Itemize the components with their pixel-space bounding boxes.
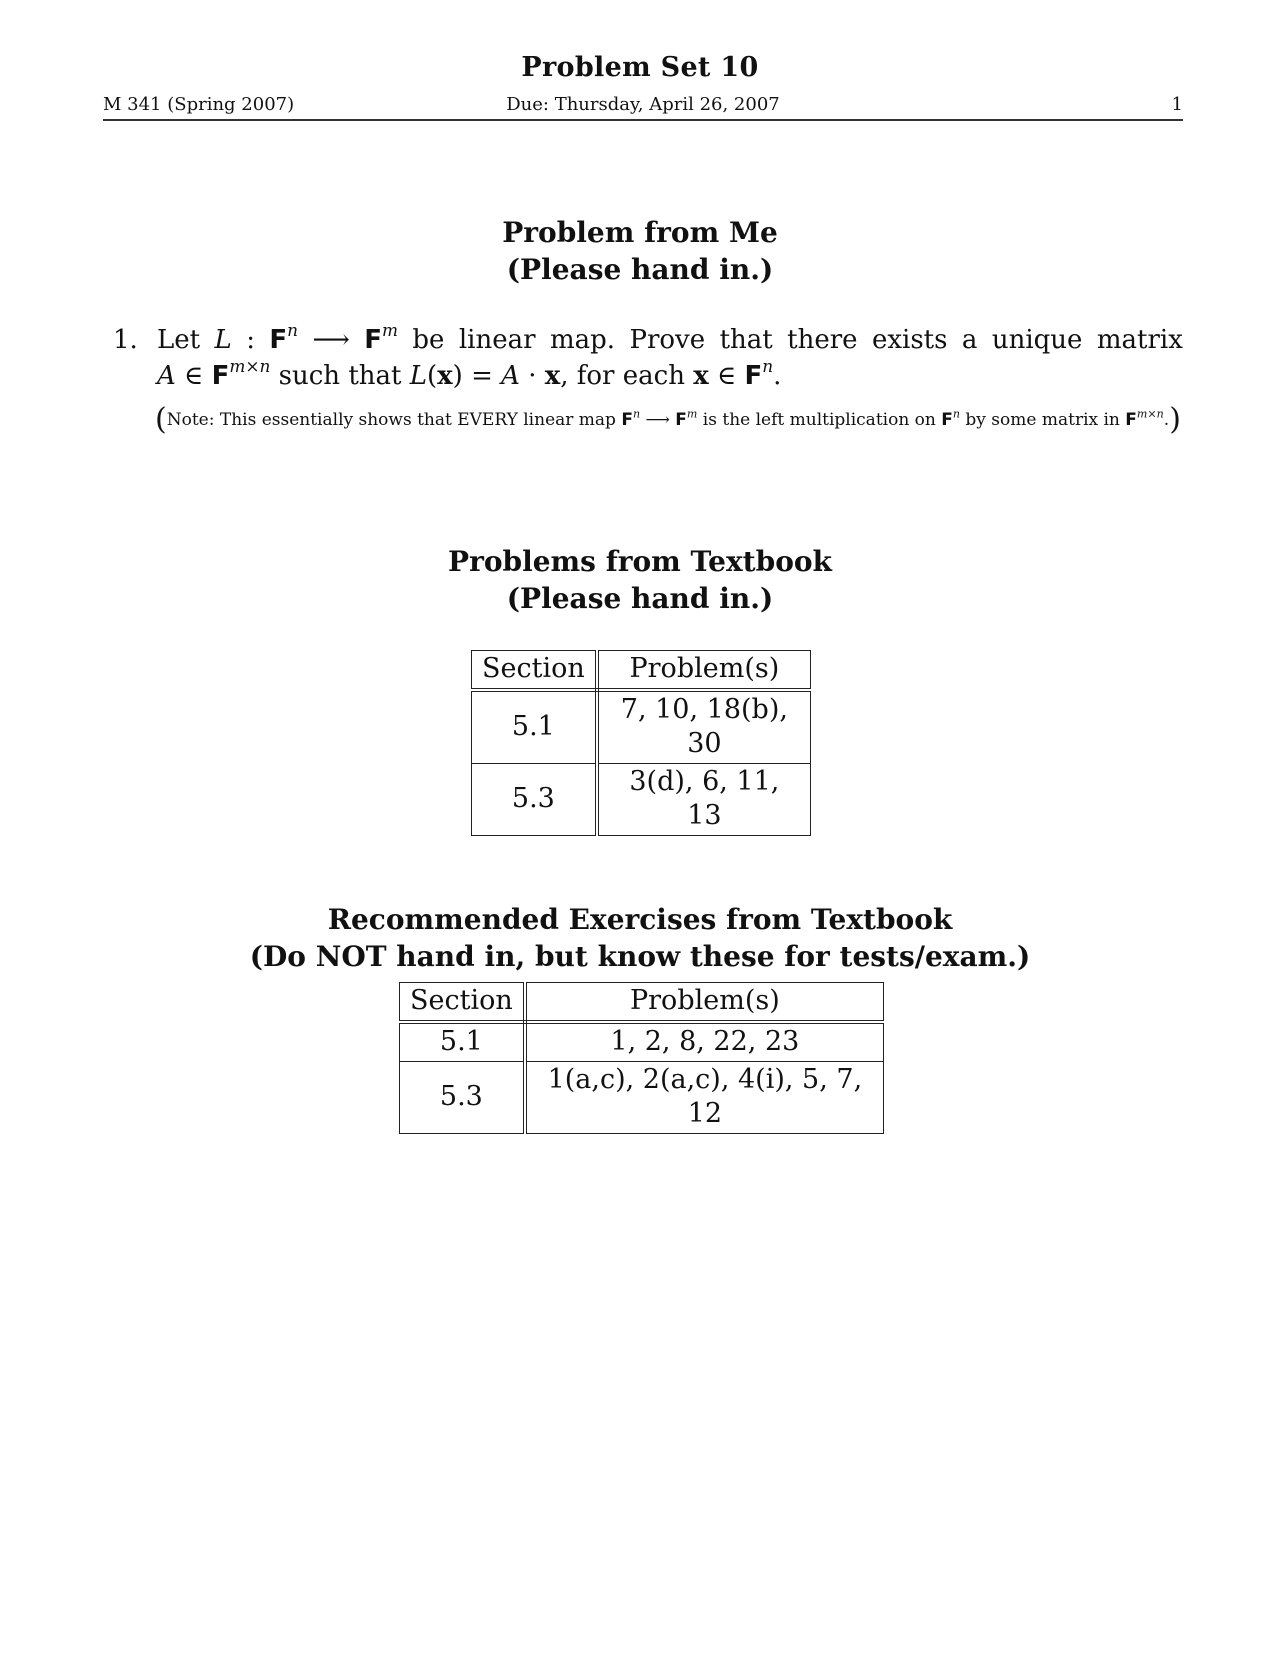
- table-cell-problems: 7, 10, 18(b), 30: [597, 690, 811, 764]
- due-date: Due: Thursday, April 26, 2007: [506, 94, 780, 115]
- section-me-subheading: (Please hand in.): [506, 253, 774, 286]
- table-header-problems: Problem(s): [597, 651, 811, 691]
- course-label: M 341 (Spring 2007): [103, 94, 295, 115]
- page-title: Problem Set 10: [521, 52, 759, 83]
- section-recommended-subheading: (Do NOT hand in, but know these for tests/exam.): [249, 940, 1031, 973]
- problem-note: (Note: This essentially shows that EVERY linear map $F^n$ ⟶ $F^m$ is the left multiplication on $F^n$ by some matrix in $F^{m\times n}$.): [155, 402, 1181, 437]
- problem-line-2: A ∈ $F^{m\times n}$ such that L(x) = A · x, for each x ∈ $F^n$.: [157, 356, 782, 391]
- section-me-heading: Problem from Me: [502, 216, 778, 249]
- recommended-exercises-table: [399, 982, 884, 1134]
- table-cell-problems: 1, 2, 8, 22, 23: [525, 1022, 884, 1062]
- table-row: [400, 1062, 884, 1134]
- section-textbook-heading: Problems from Textbook: [448, 545, 832, 578]
- table-header-row: [400, 983, 884, 1023]
- running-header: [103, 94, 1183, 118]
- problem-number: 1.: [113, 325, 138, 355]
- header-rule: [103, 119, 1183, 121]
- table-cell-section: 5.3: [400, 1062, 525, 1134]
- table-header-problems: Problem(s): [525, 983, 884, 1023]
- table-cell-section: 5.1: [472, 690, 597, 764]
- table-row: [472, 690, 811, 764]
- page-number: 1: [1171, 94, 1183, 115]
- textbook-problems-table: [471, 650, 811, 836]
- table-cell-section: 5.1: [400, 1022, 525, 1062]
- table-row: [472, 764, 811, 836]
- table-cell-problems: 1(a,c), 2(a,c), 4(i), 5, 7, 12: [525, 1062, 884, 1134]
- section-recommended-heading: Recommended Exercises from Textbook: [327, 903, 953, 936]
- table-header-section: Section: [472, 651, 597, 691]
- table-header-section: Section: [400, 983, 525, 1023]
- table-cell-section: 5.3: [472, 764, 597, 836]
- problem-statement: [157, 322, 1183, 394]
- table-cell-problems: 3(d), 6, 11, 13: [597, 764, 811, 836]
- section-textbook-subheading: (Please hand in.): [506, 582, 774, 615]
- table-header-row: [472, 651, 811, 691]
- problem-line-1: Let L : $F^n$ ⟶ $F^m$ be linear map. Prove that there exists a unique matrix: [157, 320, 1183, 355]
- table-row: [400, 1022, 884, 1062]
